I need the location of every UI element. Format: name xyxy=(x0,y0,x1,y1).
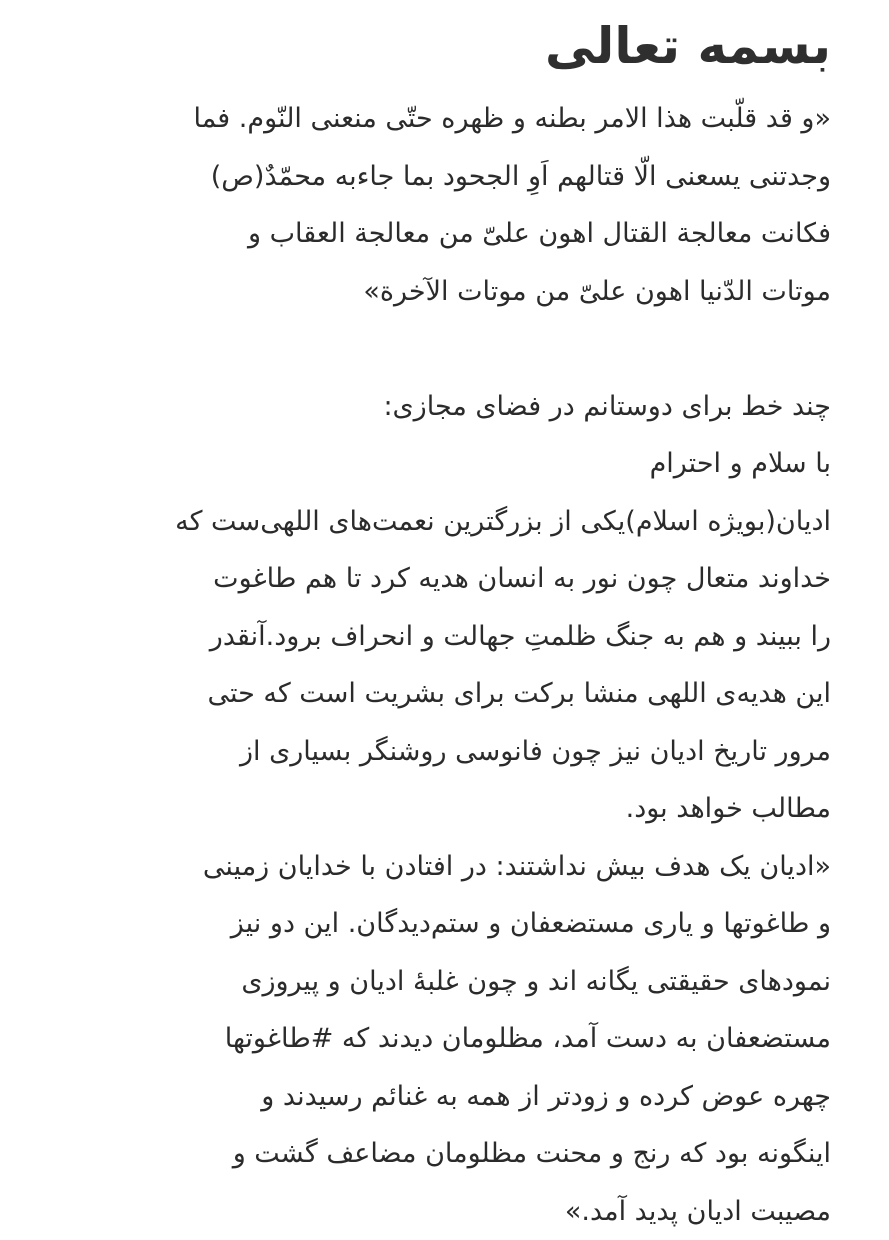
text-line: فکانت معالجة القتال اهون علیّ من معالجة العقاب و xyxy=(51,205,831,263)
text-line: چند خط برای دوستانم در فضای مجازی: xyxy=(51,378,831,436)
text-line: را ببیند و هم به جنگ ظلمتِ جهالت و انحراف برود.آنقدر xyxy=(51,608,831,666)
text-line: موتات الدّنیا اهون علیّ من موتات الآخرة» xyxy=(51,263,831,321)
text-line: «ادیان یک هدف بیش نداشتند: در افتادن با خدایان زمینی xyxy=(51,838,831,896)
page-title: بسمه تعالی xyxy=(545,6,831,86)
text-line: وجدتنی یسعنی الّا قتالهم اَوِ الجحود بما جاءبه محمّدٌ(ص) xyxy=(51,148,831,206)
intro-paragraph xyxy=(51,378,831,493)
document-body xyxy=(51,90,831,1240)
text-line: مطالب خواهد بود. xyxy=(51,780,831,838)
text-line: مرور تاریخ ادیان نیز چون فانوسی روشنگر بسیاری از xyxy=(51,723,831,781)
text-line: مستضعفان به دست آمد، مظلومان دیدند که #طاغوتها xyxy=(51,1010,831,1068)
text-line: «و قد قلّبت هذا الامر بطنه و ظهره حتّی منعنی النّوم. فما xyxy=(51,90,831,148)
text-line: نمودهای حقیقتی یگانه اند و چون غلبۀ ادیان و پیروزی xyxy=(51,953,831,1011)
text-line: ادیان(بویژه اسلام)یکی از بزرگترین نعمت‌های اللهی‌ست که xyxy=(51,493,831,551)
text-line: و طاغوتها و یاری مستضعفان و ستم‌دیدگان. این دو نیز xyxy=(51,895,831,953)
text-line: این هدیه‌ی اللهی منشا برکت برای بشریت است که حتی xyxy=(51,665,831,723)
main-paragraph xyxy=(51,493,831,838)
arabic-quote-paragraph xyxy=(51,90,831,320)
text-line: خداوند متعال چون نور به انسان هدیه کرد تا هم طاغوت xyxy=(51,550,831,608)
paragraph-spacer xyxy=(51,320,831,378)
greeting-line: با سلام و احترام xyxy=(51,435,831,493)
text-line: چهره عوض کرده و زودتر از همه به غنائم رسیدند و xyxy=(51,1068,831,1126)
persian-quote-paragraph xyxy=(51,838,831,1240)
text-line: اینگونه بود که رنج و محنت مظلومان مضاعف گشت و xyxy=(51,1125,831,1183)
text-line: مصیبت ادیان پدید آمد.» xyxy=(51,1183,831,1240)
